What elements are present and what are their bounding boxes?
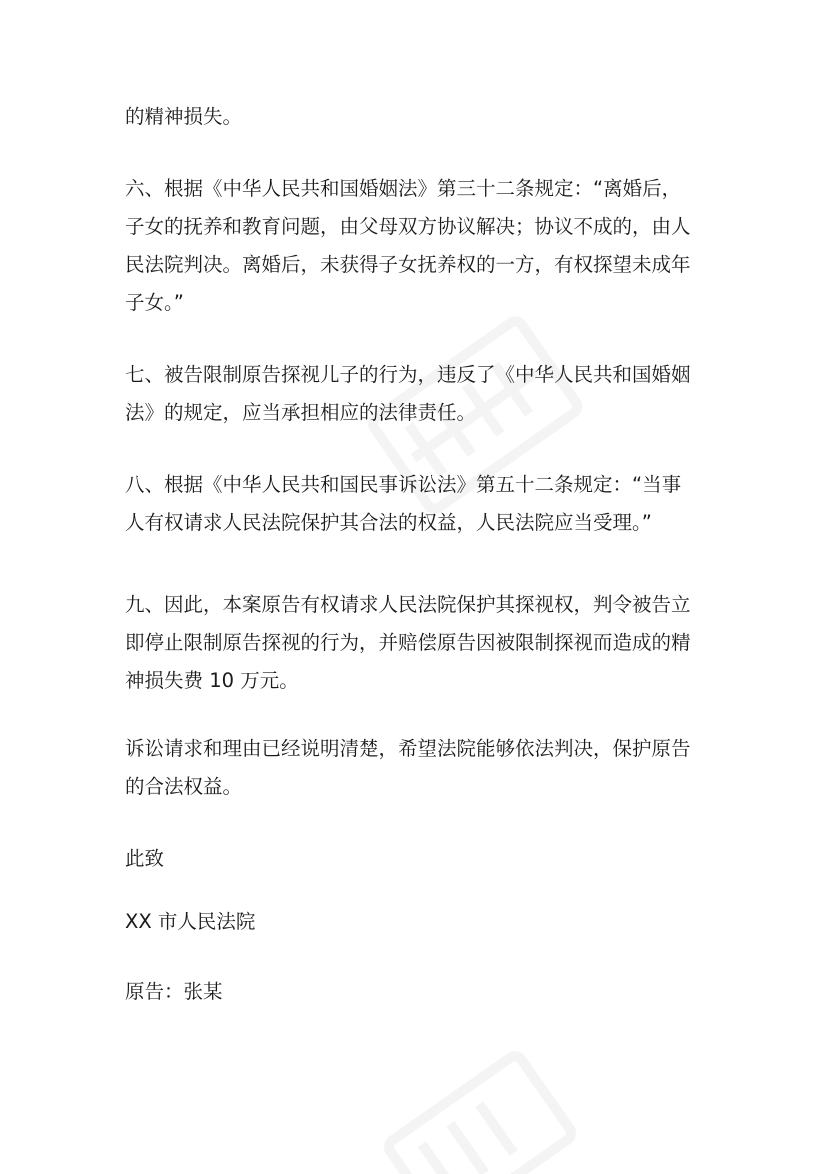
plaintiff-signature <box>125 973 715 1011</box>
text-line: 法》的规定，应当承担相应的法律责任。 <box>125 401 477 424</box>
watermark-logo-icon <box>380 1040 580 1174</box>
text-line: 七、被告限制原告探视儿子的行为，违反了《中华人民共和国婚姻 <box>125 363 691 386</box>
text-line: 即停止限制原告探视的行为，并赔偿原告因被限制探视而造成的精 <box>125 631 691 654</box>
text-line: 的合法权益。 <box>125 775 243 798</box>
text-line: 原告：张某 <box>125 980 223 1003</box>
paragraph-continuation <box>125 98 715 136</box>
court-name <box>125 903 715 941</box>
text-line: 六、根据《中华人民共和国婚姻法》第三十二条规定：“离婚后， <box>125 177 682 200</box>
text-line: XX 市人民法院 <box>125 910 256 933</box>
text-line: 的精神损失。 <box>125 105 243 128</box>
text-line: 神损失费 10 万元。 <box>125 669 299 692</box>
text-line: 人有权请求人民法院保护其合法的权益，人民法院应当受理。” <box>125 511 652 534</box>
paragraph-item-9 <box>125 586 715 700</box>
salutation <box>125 840 715 878</box>
paragraph-closing <box>125 730 715 806</box>
text-line: 八、根据《中华人民共和国民事诉讼法》第五十二条规定：“当事 <box>125 473 682 496</box>
paragraph-item-7 <box>125 356 715 432</box>
paragraph-item-8 <box>125 466 715 542</box>
text-line: 九、因此，本案原告有权请求人民法院保护其探视权，判令被告立 <box>125 593 691 616</box>
text-line: 民法院判决。离婚后，未获得子女抚养权的一方，有权探望未成年 <box>125 253 691 276</box>
text-line: 子女。” <box>125 291 184 314</box>
text-line: 子女的抚养和教育问题，由父母双方协议解决；协议不成的，由人 <box>125 215 691 238</box>
text-line: 诉讼请求和理由已经说明清楚，希望法院能够依法判决，保护原告 <box>125 737 691 760</box>
text-line: 此致 <box>125 847 165 870</box>
paragraph-item-6 <box>125 170 715 322</box>
